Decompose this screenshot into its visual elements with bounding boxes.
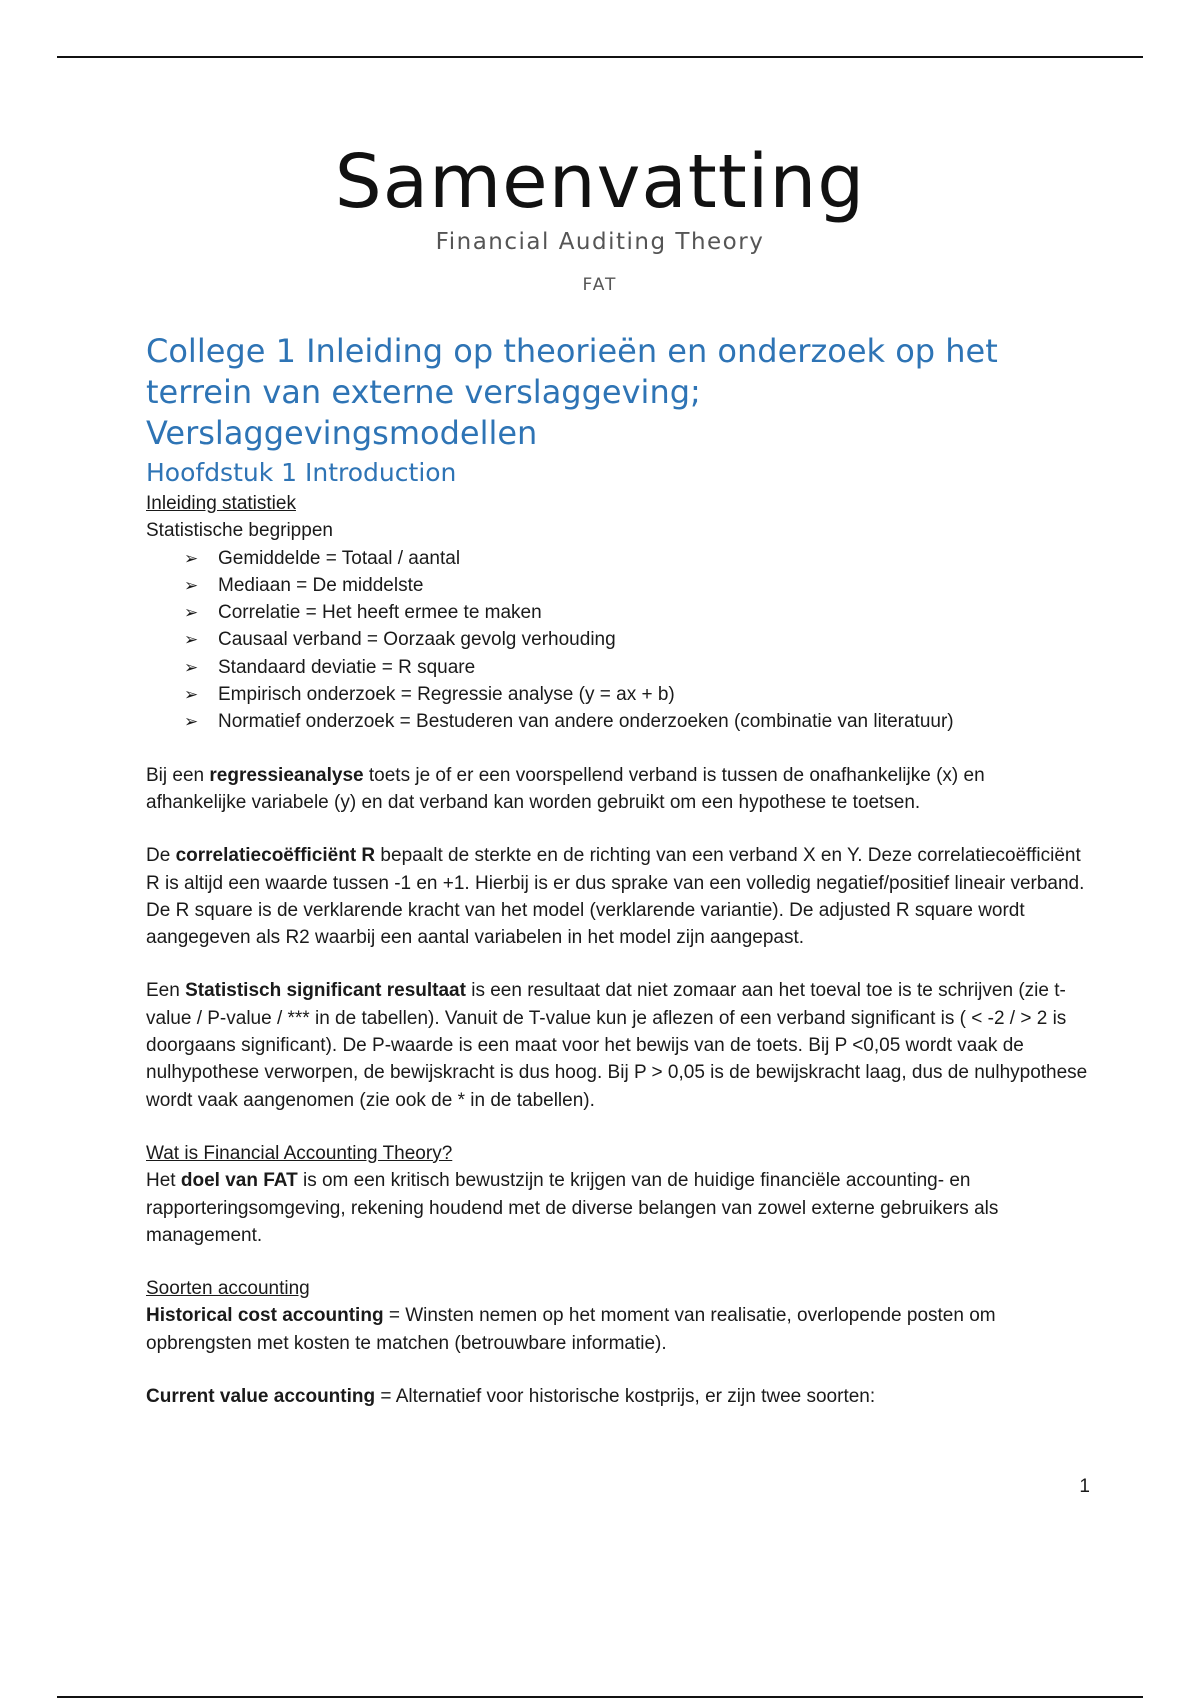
term-fat-goal: doel van FAT (180, 1170, 298, 1192)
list-item (184, 708, 1090, 735)
paragraph-current-value: Current value accounting = Alternatief voor historische kostprijs, er zijn twee soorten: (146, 1386, 876, 1408)
list-item-text: Empirisch onderzoek = Regressie analyse (y = ax + b) (218, 684, 675, 706)
list-item (184, 654, 1090, 681)
list-item (184, 572, 1090, 599)
stats-heading: Inleiding statistiek (146, 493, 296, 514)
arrow-bullet-icon: ➢ (184, 603, 199, 623)
chapter-heading: College 1 Inleiding op theorieën en onderzoek op het terrein van externe verslaggeving; Verslaggevingsmodellen (146, 332, 998, 452)
term-current-value: Current value accounting (146, 1386, 376, 1408)
document-title: Samenvatting (334, 139, 866, 225)
document-abbreviation: FAT (582, 275, 618, 296)
arrow-bullet-icon: ➢ (184, 575, 199, 595)
arrow-bullet-icon: ➢ (184, 548, 199, 568)
list-item-text: Mediaan = De middelste (218, 574, 424, 596)
arrow-bullet-icon: ➢ (184, 685, 199, 705)
list-item-text: Causaal verband = Oorzaak gevolg verhouding (218, 629, 616, 651)
list-item (184, 681, 1090, 708)
list-item (184, 626, 1090, 653)
footer-rule (57, 1696, 1143, 1698)
list-item-text: Standaard deviatie = R square (218, 656, 476, 678)
list-item-text: Correlatie = Het heeft ermee te maken (218, 602, 542, 624)
section-heading: Hoofdstuk 1 Introduction (146, 458, 457, 487)
page-number: 1 (1079, 1476, 1090, 1497)
term-regression: regressieanalyse (209, 764, 364, 786)
paragraph-historical-cost: Historical cost accounting = Winsten nemen op het moment van realisatie, overlopende posten om opbrengsten met kosten te matchen (betrouwbare informatie). (146, 1305, 996, 1354)
list-item-text: Normatief onderzoek = Bestuderen van andere onderzoeken (combinatie van literatuur) (218, 711, 954, 733)
fat-heading: Wat is Financial Accounting Theory? (146, 1142, 453, 1164)
document-body (146, 331, 1090, 1410)
document-subtitle: Financial Auditing Theory (435, 229, 765, 256)
paragraph-regression: Bij een regressieanalyse toets je of er een voorspellend verband is tussen de onafhankelijke (x) en afhankelijke variabele (y) en dat verband kan worden gebruikt om een hypothese te toetsen. (146, 764, 985, 813)
term-correlation: correlatiecoëfficiënt R (175, 845, 376, 867)
paragraph-correlation: De correlatiecoëfficiënt R bepaalt de sterkte en de richting van een verband X en Y. Deze correlatiecoëfficiënt R is altijd een waarde tussen -1 en +1. Hierbij is er dus sprake van een volledig negatief/positief lineair verband. De R square is de verklarende kracht van het model (verklarende variantie). De adjusted R square wordt aangegeven als R2 waarbij een aantal variabelen in het model zijn aangepast. (146, 845, 1085, 949)
arrow-bullet-icon: ➢ (184, 657, 199, 677)
term-historical-cost: Historical cost accounting (146, 1305, 384, 1327)
stats-subheading: Statistische begrippen (146, 520, 333, 542)
list-item-text: Gemiddelde = Totaal / aantal (218, 547, 461, 569)
arrow-bullet-icon: ➢ (184, 630, 199, 650)
list-item (184, 599, 1090, 626)
definitions-list (146, 545, 1090, 736)
paragraph-significance: Een Statistisch significant resultaat is een resultaat dat niet zomaar aan het toeval toe is te schrijven (zie t-value / P-value / *** in de tabellen). Vanuit de T-value kun je aflezen of een verband significant is ( < -2 / > 2 is doorgaans significant). De P-waarde is een maat voor het bewijs van de toets. Bij P <0,05 wordt vaak de nulhypothese verworpen, de bewijskracht is dus hoog. Bij P > 0,05 is de bewijskracht laag, dus de nulhypothese wordt vaak aangenomen (zie ook de * in de tabellen). (146, 980, 1088, 1111)
header-rule (57, 56, 1143, 58)
list-item (184, 545, 1090, 572)
term-significance: Statistisch significant resultaat (185, 980, 466, 1002)
accounting-types-heading: Soorten accounting (146, 1278, 310, 1300)
arrow-bullet-icon: ➢ (184, 712, 199, 732)
title-block (0, 139, 1200, 296)
paragraph-fat: Het doel van FAT is om een kritisch bewustzijn te krijgen van de huidige financiële accounting- en rapporteringsomgeving, rekening houdend met de diverse belangen van zowel externe gebruikers als management. (146, 1170, 999, 1246)
